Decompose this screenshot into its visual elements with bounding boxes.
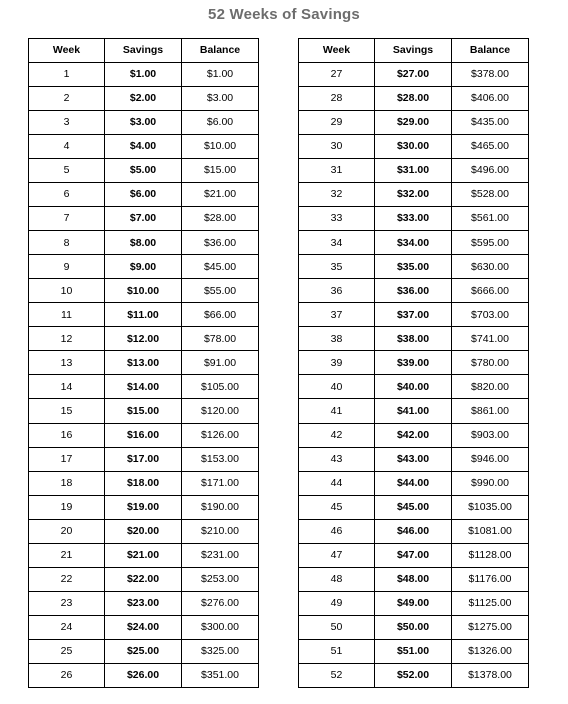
savings-cell: $38.00: [375, 327, 452, 351]
week-cell: 44: [299, 471, 375, 495]
week-cell: 24: [29, 615, 105, 639]
savings-cell: $44.00: [375, 471, 452, 495]
savings-cell: $15.00: [105, 399, 182, 423]
savings-cell: $32.00: [375, 183, 452, 207]
balance-cell: $496.00: [452, 159, 529, 183]
balance-cell: $91.00: [182, 351, 259, 375]
savings-cell: $45.00: [375, 495, 452, 519]
week-cell: 42: [299, 423, 375, 447]
savings-cell: $24.00: [105, 615, 182, 639]
week-cell: 37: [299, 303, 375, 327]
savings-cell: $3.00: [105, 111, 182, 135]
balance-cell: $990.00: [452, 471, 529, 495]
week-cell: 18: [29, 471, 105, 495]
savings-cell: $10.00: [105, 279, 182, 303]
week-cell: 20: [29, 519, 105, 543]
balance-cell: $595.00: [452, 231, 529, 255]
table-row: [299, 639, 529, 663]
table-row: [29, 639, 259, 663]
week-cell: 36: [299, 279, 375, 303]
table-row: [299, 375, 529, 399]
week-cell: 15: [29, 399, 105, 423]
table-row: [29, 231, 259, 255]
table-row: [29, 279, 259, 303]
balance-cell: $528.00: [452, 183, 529, 207]
week-cell: 1: [29, 63, 105, 87]
table-row: [299, 495, 529, 519]
week-cell: 14: [29, 375, 105, 399]
savings-cell: $20.00: [105, 519, 182, 543]
savings-table-weeks-27-52: [298, 38, 529, 688]
table-row: [299, 663, 529, 687]
table-row: [29, 567, 259, 591]
week-cell: 52: [299, 663, 375, 687]
savings-cell: $16.00: [105, 423, 182, 447]
balance-cell: $406.00: [452, 87, 529, 111]
savings-cell: $13.00: [105, 351, 182, 375]
balance-cell: $171.00: [182, 471, 259, 495]
balance-cell: $105.00: [182, 375, 259, 399]
savings-cell: $9.00: [105, 255, 182, 279]
balance-cell: $946.00: [452, 447, 529, 471]
week-cell: 38: [299, 327, 375, 351]
savings-cell: $31.00: [375, 159, 452, 183]
savings-cell: $35.00: [375, 255, 452, 279]
column-header-balance: Balance: [452, 39, 529, 63]
table-row: [29, 663, 259, 687]
table-row: [299, 279, 529, 303]
week-cell: 30: [299, 135, 375, 159]
column-header-week: Week: [29, 39, 105, 63]
table-row: [299, 87, 529, 111]
savings-cell: $33.00: [375, 207, 452, 231]
balance-cell: $3.00: [182, 87, 259, 111]
table-row: [299, 543, 529, 567]
week-cell: 21: [29, 543, 105, 567]
balance-cell: $153.00: [182, 447, 259, 471]
week-cell: 27: [299, 63, 375, 87]
table-row: [29, 495, 259, 519]
table-row: [299, 327, 529, 351]
column-header-savings: Savings: [375, 39, 452, 63]
table-row: [299, 111, 529, 135]
week-cell: 6: [29, 183, 105, 207]
week-cell: 10: [29, 279, 105, 303]
savings-cell: $40.00: [375, 375, 452, 399]
balance-cell: $378.00: [452, 63, 529, 87]
balance-cell: $66.00: [182, 303, 259, 327]
table-row: [29, 375, 259, 399]
week-cell: 25: [29, 639, 105, 663]
balance-cell: $1.00: [182, 63, 259, 87]
week-cell: 45: [299, 495, 375, 519]
balance-cell: $703.00: [452, 303, 529, 327]
balance-cell: $861.00: [452, 399, 529, 423]
table-row: [29, 591, 259, 615]
balance-cell: $36.00: [182, 231, 259, 255]
week-cell: 50: [299, 615, 375, 639]
savings-cell: $19.00: [105, 495, 182, 519]
table-row: [299, 447, 529, 471]
week-cell: 2: [29, 87, 105, 111]
table-row: [299, 567, 529, 591]
balance-cell: $120.00: [182, 399, 259, 423]
balance-cell: $45.00: [182, 255, 259, 279]
table-row: [29, 255, 259, 279]
balance-cell: $55.00: [182, 279, 259, 303]
balance-cell: $1378.00: [452, 663, 529, 687]
table-row: [29, 135, 259, 159]
savings-cell: $48.00: [375, 567, 452, 591]
balance-cell: $561.00: [452, 207, 529, 231]
savings-cell: $5.00: [105, 159, 182, 183]
week-cell: 32: [299, 183, 375, 207]
table-row: [299, 183, 529, 207]
savings-cell: $26.00: [105, 663, 182, 687]
table-row: [299, 351, 529, 375]
balance-cell: $300.00: [182, 615, 259, 639]
table-row: [29, 471, 259, 495]
table-row: [29, 423, 259, 447]
savings-cell: $8.00: [105, 231, 182, 255]
table-row: [299, 615, 529, 639]
balance-cell: $78.00: [182, 327, 259, 351]
week-cell: 48: [299, 567, 375, 591]
week-cell: 46: [299, 519, 375, 543]
table-row: [29, 63, 259, 87]
savings-cell: $21.00: [105, 543, 182, 567]
week-cell: 4: [29, 135, 105, 159]
week-cell: 8: [29, 231, 105, 255]
table-row: [29, 399, 259, 423]
table-row: [29, 111, 259, 135]
table-row: [29, 87, 259, 111]
savings-cell: $34.00: [375, 231, 452, 255]
table-row: [299, 231, 529, 255]
week-cell: 41: [299, 399, 375, 423]
week-cell: 22: [29, 567, 105, 591]
savings-cell: $49.00: [375, 591, 452, 615]
balance-cell: $210.00: [182, 519, 259, 543]
balance-cell: $231.00: [182, 543, 259, 567]
balance-cell: $276.00: [182, 591, 259, 615]
balance-cell: $903.00: [452, 423, 529, 447]
week-cell: 49: [299, 591, 375, 615]
balance-cell: $1125.00: [452, 591, 529, 615]
balance-cell: $780.00: [452, 351, 529, 375]
savings-cell: $25.00: [105, 639, 182, 663]
balance-cell: $1035.00: [452, 495, 529, 519]
week-cell: 11: [29, 303, 105, 327]
savings-cell: $36.00: [375, 279, 452, 303]
week-cell: 47: [299, 543, 375, 567]
savings-cell: $52.00: [375, 663, 452, 687]
savings-cell: $1.00: [105, 63, 182, 87]
balance-cell: $1326.00: [452, 639, 529, 663]
table-row: [299, 135, 529, 159]
week-cell: 40: [299, 375, 375, 399]
table-row: [29, 615, 259, 639]
table-body-left: [29, 63, 259, 688]
balance-cell: $741.00: [452, 327, 529, 351]
week-cell: 12: [29, 327, 105, 351]
column-header-week: Week: [299, 39, 375, 63]
balance-cell: $1128.00: [452, 543, 529, 567]
table-row: [299, 423, 529, 447]
week-cell: 29: [299, 111, 375, 135]
table-row: [299, 159, 529, 183]
table-row: [29, 327, 259, 351]
week-cell: 26: [29, 663, 105, 687]
balance-cell: $126.00: [182, 423, 259, 447]
balance-cell: $253.00: [182, 567, 259, 591]
balance-cell: $1275.00: [452, 615, 529, 639]
week-cell: 23: [29, 591, 105, 615]
table-row: [299, 255, 529, 279]
week-cell: 5: [29, 159, 105, 183]
savings-cell: $11.00: [105, 303, 182, 327]
table-row: [29, 183, 259, 207]
savings-cell: $42.00: [375, 423, 452, 447]
savings-table-weeks-1-26: [28, 38, 259, 688]
savings-cell: $51.00: [375, 639, 452, 663]
balance-cell: $1176.00: [452, 567, 529, 591]
balance-cell: $820.00: [452, 375, 529, 399]
balance-cell: $351.00: [182, 663, 259, 687]
table-row: [29, 303, 259, 327]
table-row: [299, 471, 529, 495]
balance-cell: $435.00: [452, 111, 529, 135]
week-cell: 33: [299, 207, 375, 231]
balance-cell: $10.00: [182, 135, 259, 159]
savings-cell: $28.00: [375, 87, 452, 111]
week-cell: 28: [299, 87, 375, 111]
savings-cell: $50.00: [375, 615, 452, 639]
balance-cell: $666.00: [452, 279, 529, 303]
savings-cell: $47.00: [375, 543, 452, 567]
savings-cell: $39.00: [375, 351, 452, 375]
savings-cell: $30.00: [375, 135, 452, 159]
savings-cell: $2.00: [105, 87, 182, 111]
table-row: [299, 591, 529, 615]
page-title: 52 Weeks of Savings: [208, 6, 360, 23]
week-cell: 43: [299, 447, 375, 471]
week-cell: 17: [29, 447, 105, 471]
savings-cell: $29.00: [375, 111, 452, 135]
table-row: [299, 519, 529, 543]
week-cell: 19: [29, 495, 105, 519]
table-row: [299, 207, 529, 231]
table-header-row: [29, 39, 259, 63]
balance-cell: $28.00: [182, 207, 259, 231]
balance-cell: $15.00: [182, 159, 259, 183]
balance-cell: $1081.00: [452, 519, 529, 543]
table-row: [29, 543, 259, 567]
savings-cell: $23.00: [105, 591, 182, 615]
table-row: [299, 63, 529, 87]
savings-cell: $12.00: [105, 327, 182, 351]
table-row: [299, 303, 529, 327]
savings-cell: $46.00: [375, 519, 452, 543]
balance-cell: $630.00: [452, 255, 529, 279]
balance-cell: $6.00: [182, 111, 259, 135]
week-cell: 7: [29, 207, 105, 231]
savings-cell: $17.00: [105, 447, 182, 471]
week-cell: 16: [29, 423, 105, 447]
table-body-right: [299, 63, 529, 688]
column-header-balance: Balance: [182, 39, 259, 63]
week-cell: 13: [29, 351, 105, 375]
savings-cell: $27.00: [375, 63, 452, 87]
savings-cell: $18.00: [105, 471, 182, 495]
savings-cell: $6.00: [105, 183, 182, 207]
week-cell: 9: [29, 255, 105, 279]
savings-cell: $43.00: [375, 447, 452, 471]
balance-cell: $190.00: [182, 495, 259, 519]
week-cell: 3: [29, 111, 105, 135]
week-cell: 31: [299, 159, 375, 183]
week-cell: 35: [299, 255, 375, 279]
table-row: [299, 399, 529, 423]
savings-cell: $22.00: [105, 567, 182, 591]
savings-cell: $4.00: [105, 135, 182, 159]
table-row: [29, 351, 259, 375]
balance-cell: $465.00: [452, 135, 529, 159]
table-row: [29, 159, 259, 183]
table-row: [29, 207, 259, 231]
week-cell: 39: [299, 351, 375, 375]
savings-cell: $41.00: [375, 399, 452, 423]
balance-cell: $21.00: [182, 183, 259, 207]
savings-cell: $7.00: [105, 207, 182, 231]
balance-cell: $325.00: [182, 639, 259, 663]
table-row: [29, 519, 259, 543]
week-cell: 34: [299, 231, 375, 255]
week-cell: 51: [299, 639, 375, 663]
table-row: [29, 447, 259, 471]
column-header-savings: Savings: [105, 39, 182, 63]
table-header-row: [299, 39, 529, 63]
savings-cell: $14.00: [105, 375, 182, 399]
savings-cell: $37.00: [375, 303, 452, 327]
